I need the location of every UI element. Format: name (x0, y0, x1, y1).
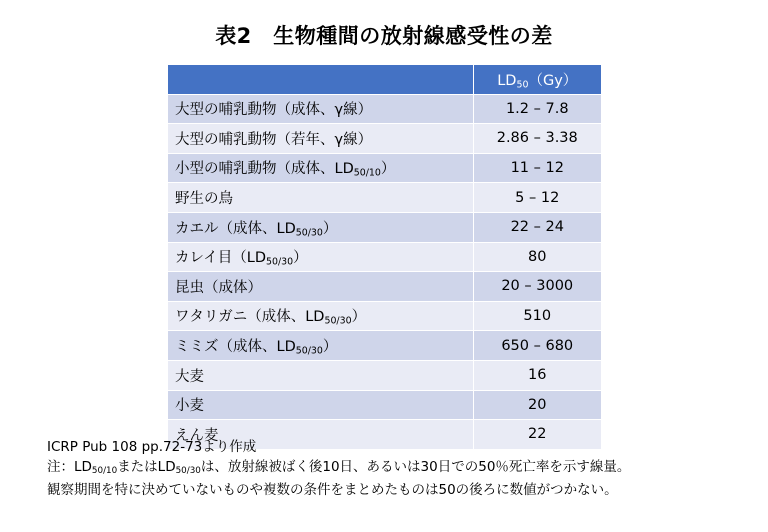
species-label-post: ） (351, 309, 367, 326)
species-label-post: ） (322, 220, 338, 237)
ld50-value-cell: 80 (473, 242, 601, 272)
table-row (168, 331, 601, 361)
table-row (168, 360, 601, 390)
species-cell (168, 94, 473, 124)
table-row (168, 94, 601, 124)
species-label-sub: 50/30 (295, 226, 323, 238)
table-row (168, 390, 601, 420)
table-row (168, 212, 601, 242)
table-row (168, 301, 601, 331)
species-label-post: ） (322, 338, 338, 355)
header-label-cell (168, 65, 473, 94)
ld50-value-cell: 2.86 – 3.38 (473, 124, 601, 154)
sensitivity-table (168, 65, 601, 450)
source-note: ICRP Pub 108 pp.72-73より作成 (47, 439, 257, 455)
species-cell (168, 242, 473, 272)
species-label-post: ） (380, 161, 396, 178)
header-value-pre: LD (497, 72, 517, 89)
species-cell (168, 272, 473, 302)
ld50-value-cell: 1.2 – 7.8 (473, 94, 601, 124)
table-header-row (168, 65, 601, 94)
species-cell (168, 390, 473, 420)
species-label-pre: ワタリガニ（成体、LD (175, 309, 325, 326)
species-cell (168, 124, 473, 154)
species-label-sub: 50/10 (353, 167, 381, 179)
footnote-ld-definition (47, 458, 630, 482)
table-row (168, 124, 601, 154)
ld50-value-cell: 16 (473, 360, 601, 390)
footnote-part-b: またはLD (117, 458, 176, 475)
species-label-pre: 昆虫（成体） (175, 279, 262, 296)
notes-block (47, 438, 630, 501)
ld50-value-cell: 20 – 3000 (473, 272, 601, 302)
footnote-observation-period: 観察期間を特に決めていないものや複数の条件をまとめたものは50の後ろに数値がつかない。 (47, 482, 618, 499)
species-cell (168, 212, 473, 242)
table-row (168, 153, 601, 183)
species-label-pre: 大麦 (175, 368, 204, 385)
table-row (168, 183, 601, 213)
species-label-sub: 50/30 (324, 315, 352, 327)
species-label-pre: 野生の鳥 (175, 191, 233, 207)
species-label-pre: ミミズ（成体、LD (175, 338, 296, 355)
ld50-value-cell: 22 (473, 420, 601, 450)
ld50-value-cell: 22 – 24 (473, 212, 601, 242)
footnote-part-a: 注：LD (47, 458, 92, 475)
species-cell (168, 331, 473, 361)
ld50-value-cell: 20 (473, 390, 601, 420)
species-label-pre: 小麦 (175, 398, 204, 415)
ld50-value-cell: 11 – 12 (473, 153, 601, 183)
species-label-pre: カレイ目（LD (175, 250, 267, 267)
species-label-pre: えん麦 (175, 427, 219, 444)
ld50-value-cell: 5 – 12 (473, 183, 601, 213)
species-cell (168, 153, 473, 183)
page-title: 表2 生物種間の放射線感受性の差 (215, 24, 553, 48)
header-value-post: （Gy） (528, 72, 578, 89)
ld50-value-cell: 510 (473, 301, 601, 331)
species-label-post: ） (293, 250, 308, 267)
species-label-sub: 50/30 (295, 345, 323, 357)
species-cell (168, 360, 473, 390)
table-body (168, 94, 601, 449)
species-label-pre: カエル（成体、LD (175, 220, 296, 237)
footnote-sub-1: 50/10 (91, 465, 118, 476)
species-cell (168, 301, 473, 331)
ld50-value-cell: 650 – 680 (473, 331, 601, 361)
species-label-pre: 大型の哺乳動物（成体、γ線） (175, 102, 373, 119)
sensitivity-table-container (168, 65, 601, 450)
table-row (168, 272, 601, 302)
table-row (168, 242, 601, 272)
species-cell (168, 183, 473, 213)
header-value-sub: 50 (516, 78, 529, 90)
species-label-pre: 小型の哺乳動物（成体、LD (175, 161, 354, 178)
header-value-cell (473, 65, 601, 94)
footnote-sub-2: 50/30 (175, 465, 201, 476)
species-label-sub: 50/30 (266, 256, 294, 268)
species-label-pre: 大型の哺乳動物（若年、γ線） (175, 131, 373, 148)
footnote-part-c: は、放射線被ばく後10日、あるいは30日での50％死亡率を示す線量。 (200, 458, 631, 475)
